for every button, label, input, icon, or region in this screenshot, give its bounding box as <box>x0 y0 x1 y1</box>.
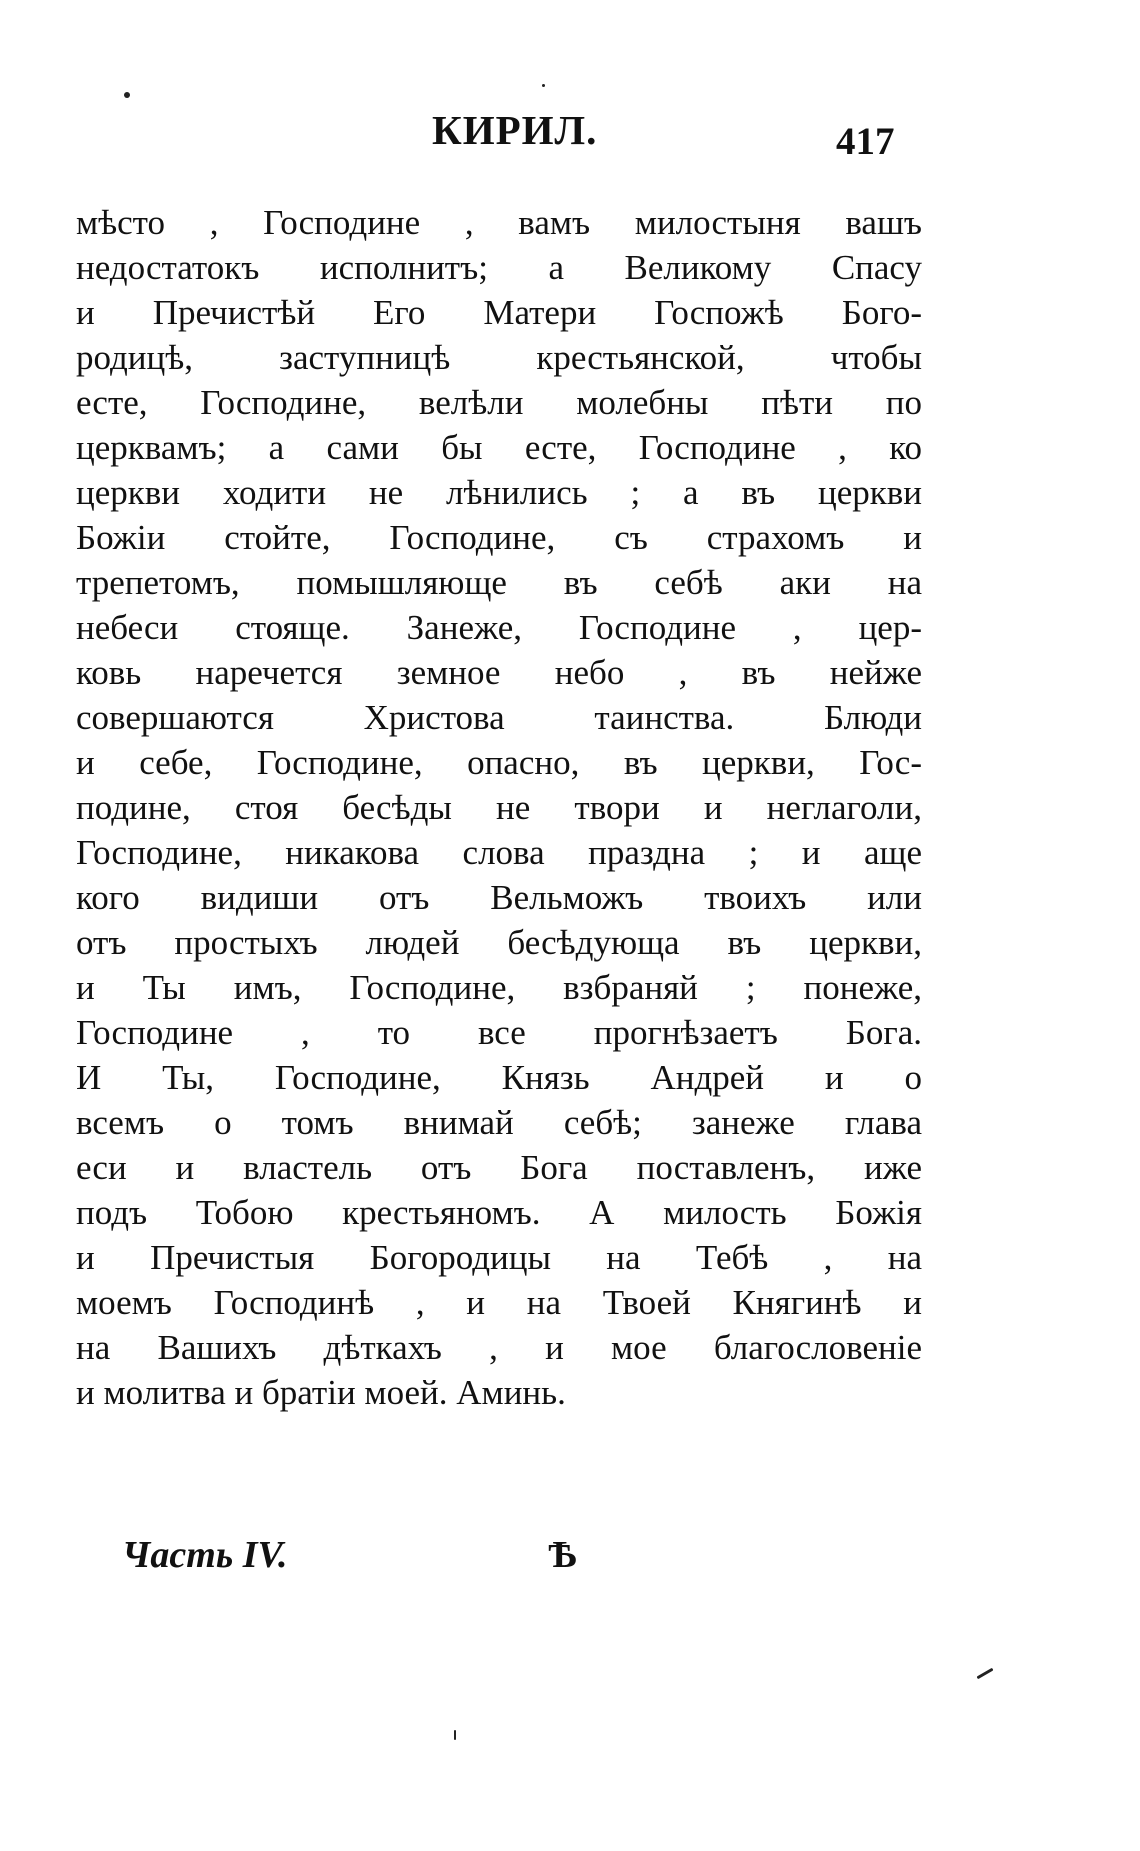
text-line: есте, Господине, велѣли молебны пѣти по <box>76 383 922 422</box>
part-label: Часть IV. <box>122 1534 288 1576</box>
text-line: моемъ Господинѣ , и на Твоей Княгинѣ и <box>76 1283 922 1322</box>
scan-speck <box>454 1730 456 1740</box>
text-line: родицѣ, заступницѣ крестьянской, чтобы <box>76 338 922 377</box>
body-text <box>76 200 922 1415</box>
text-line: недостатокъ исполнитъ; а Великому Спасу <box>76 248 922 287</box>
text-line: Божiи стойте, Господине, съ страхомъ и <box>76 518 922 557</box>
text-line: еси и властель отъ Бога поставленъ, иже <box>76 1148 922 1187</box>
text-line: и Пречистыя Богородицы на Тебѣ , на <box>76 1238 922 1277</box>
scan-speck <box>542 84 545 87</box>
text-line: И Ты, Господине, Князь Андрей и о <box>76 1058 922 1097</box>
text-line: ковь наречется земное небо , въ нейже <box>76 653 922 692</box>
text-line: кого видиши отъ Вельможъ твоихъ или <box>76 878 922 917</box>
running-head <box>0 106 1140 166</box>
text-line: и себе, Господине, опасно, въ церкви, Гос- <box>76 743 922 782</box>
text-line: подине, стоя бесѣды не твори и неглаголи, <box>76 788 922 827</box>
text-line: трепетомъ, помышляюще въ себѣ аки на <box>76 563 922 602</box>
text-line: церквамъ; а сами бы есте, Господине , ко <box>76 428 922 467</box>
scan-speck <box>124 92 130 98</box>
text-line: мѣсто , Господине , вамъ милостыня вашъ <box>76 203 922 242</box>
text-line: совершаются Христова таинства. Блюди <box>76 698 922 737</box>
text-line: подъ Тобою крестьяномъ. А милость Божiя <box>76 1193 922 1232</box>
signature-mark: Ѣ <box>548 1534 578 1576</box>
text-line: на Вашихъ дѣткахъ , и мое благословенiе <box>76 1328 922 1367</box>
text-line: Господине, никакова слова праздна ; и аще <box>76 833 922 872</box>
text-line: церкви ходити не лѣнились ; а въ церкви <box>76 473 922 512</box>
text-line: Господине , то все прогнѣзаетъ Бога. <box>76 1013 922 1052</box>
text-line: отъ простыхъ людей бесѣдующа въ церкви, <box>76 923 922 962</box>
text-line: небеси стояще. Занеже, Господине , цер- <box>76 608 922 647</box>
text-line: и Ты имъ, Господине, взбраняй ; понеже, <box>76 968 922 1007</box>
page-number: 417 <box>836 120 895 163</box>
text-line: всемъ о томъ внимай себѣ; занеже глава <box>76 1103 922 1142</box>
page-footer <box>0 1530 1140 1590</box>
running-title: КИРИЛ. <box>432 107 598 153</box>
scan-speck <box>976 1668 993 1680</box>
text-line: и Пречистѣй Его Матери Госпожѣ Бого- <box>76 293 922 332</box>
text-line-last: и молитва и братiи моей. Аминь. <box>76 1373 566 1412</box>
